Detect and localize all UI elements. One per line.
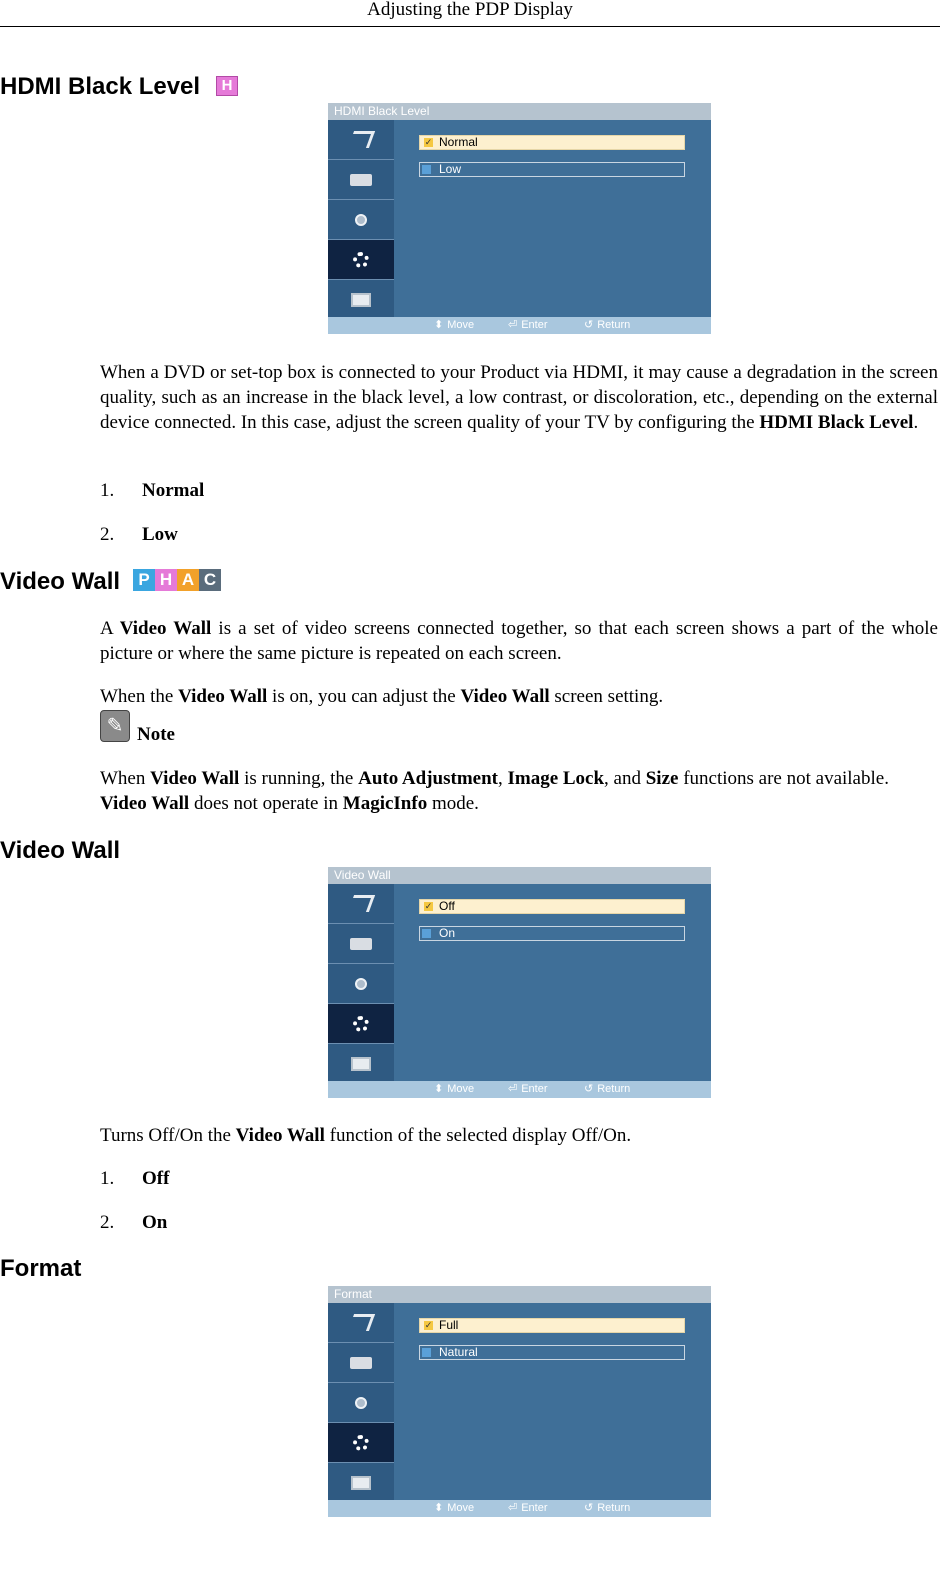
picture-icon[interactable] <box>328 924 394 964</box>
list-label: Normal <box>142 480 205 501</box>
osd-option-label: Natural <box>439 1345 478 1359</box>
sound-icon[interactable] <box>328 1383 394 1423</box>
osd-option-on[interactable] <box>419 926 685 941</box>
marker-icon <box>422 929 431 938</box>
hdmi-description <box>100 360 938 435</box>
video-wall-definition <box>100 616 938 666</box>
satellite-icon[interactable] <box>328 884 394 924</box>
desc-text: When a DVD or set-top box is connected to your Product via HDMI, it may cause a degradation in the screen quality, such as an increase in the black level, a low contrast, or discoloration, etc., depending on the external device connected. In this case, adjust the screen quality of your TV by configuring the <box>100 362 938 433</box>
desc-end: . <box>913 412 919 433</box>
list-item <box>100 1166 169 1191</box>
osd-option-full[interactable] <box>419 1318 685 1333</box>
return-icon: ↺ <box>584 1502 594 1514</box>
list-item <box>100 478 204 503</box>
list-number: 1. <box>100 1168 115 1189</box>
text: function of the selected display Off/On. <box>324 1125 632 1146</box>
footer-move-label: Move <box>447 1502 475 1514</box>
osd-footer <box>328 317 711 334</box>
setup-gear-icon[interactable] <box>328 240 394 280</box>
list-number: 2. <box>100 524 115 545</box>
satellite-icon[interactable] <box>328 1303 394 1343</box>
footer-return <box>584 1081 630 1098</box>
footer-enter <box>508 1500 548 1517</box>
text: functions are not available. <box>678 768 889 789</box>
list-number: 1. <box>100 480 115 501</box>
section-title-format: Format <box>0 1255 82 1282</box>
video-wall-description <box>100 1123 938 1148</box>
up-down-arrow-icon: ⬍ <box>434 1083 444 1095</box>
footer-move <box>434 1081 474 1098</box>
osd-title: Format <box>328 1286 711 1303</box>
up-down-arrow-icon: ⬍ <box>434 1502 444 1514</box>
bold-text: Auto Adjustment <box>358 768 498 789</box>
osd-option-label: On <box>439 926 456 940</box>
osd-option-off[interactable] <box>419 899 685 914</box>
footer-move <box>434 317 474 334</box>
screen-icon[interactable] <box>328 1044 394 1084</box>
osd-sidebar <box>328 120 394 317</box>
footer-return <box>584 317 630 334</box>
satellite-icon[interactable] <box>328 120 394 160</box>
text: mode. <box>427 793 479 814</box>
text: does not operate in <box>189 793 343 814</box>
osd-option-label: Low <box>439 162 462 176</box>
text: screen setting. <box>549 686 664 707</box>
footer-enter-label: Enter <box>521 319 548 331</box>
bold-text: Video Wall <box>460 686 550 707</box>
bold-text: Size <box>645 768 679 789</box>
check-icon: ✓ <box>424 901 433 911</box>
hdmi-badge-icon: H <box>216 76 238 96</box>
osd-option-natural[interactable] <box>419 1345 685 1360</box>
osd-footer <box>328 1500 711 1517</box>
text: is a set of video screens connected together, so that each screen shows a part of the whole picture or where the same picture is repeated on each screen. <box>100 618 938 664</box>
bold-text: Video Wall <box>178 686 268 707</box>
footer-move-label: Move <box>447 319 475 331</box>
note-pencil-icon: ✎ <box>100 710 130 742</box>
badge-h-icon: H <box>155 569 177 591</box>
osd-option-label: Full <box>439 1318 459 1332</box>
text: When <box>100 768 151 789</box>
picture-icon[interactable] <box>328 1343 394 1383</box>
return-icon: ↺ <box>584 319 594 331</box>
footer-return-label: Return <box>597 1083 631 1095</box>
availability-badges <box>133 569 221 591</box>
return-icon: ↺ <box>584 1083 594 1095</box>
list-item <box>100 522 178 547</box>
footer-return <box>584 1500 630 1517</box>
osd-footer <box>328 1081 711 1098</box>
note-text <box>100 766 938 816</box>
picture-icon[interactable] <box>328 160 394 200</box>
osd-title: HDMI Black Level <box>328 103 711 120</box>
list-label: Low <box>142 524 178 545</box>
footer-enter-label: Enter <box>521 1083 548 1095</box>
badge-p-icon: P <box>133 569 155 591</box>
screen-icon[interactable] <box>328 280 394 320</box>
footer-enter-label: Enter <box>521 1502 548 1514</box>
osd-video-wall <box>328 867 711 1098</box>
bold-text: Video Wall <box>119 618 212 639</box>
list-label: Off <box>142 1168 170 1189</box>
text: is running, the <box>239 768 359 789</box>
enter-icon: ⏎ <box>508 1083 518 1095</box>
footer-move <box>434 1500 474 1517</box>
bold-text: Image Lock <box>507 768 605 789</box>
marker-icon <box>422 1348 431 1357</box>
bold-text: Video Wall <box>150 768 240 789</box>
list-number: 2. <box>100 1212 115 1233</box>
enter-icon: ⏎ <box>508 1502 518 1514</box>
desc-bold: HDMI Black Level <box>759 412 914 433</box>
footer-return-label: Return <box>597 1502 631 1514</box>
marker-icon <box>422 165 431 174</box>
video-wall-setting-text <box>100 684 938 709</box>
bold-text: Video Wall <box>100 793 190 814</box>
page-header <box>0 0 940 27</box>
text: Turns Off/On the <box>100 1125 236 1146</box>
bold-text: Video Wall <box>235 1125 325 1146</box>
text: , and <box>604 768 646 789</box>
list-item <box>100 1210 167 1235</box>
bold-text: MagicInfo <box>342 793 428 814</box>
check-icon: ✓ <box>424 1320 433 1330</box>
header-title: Adjusting the PDP Display <box>367 0 573 20</box>
section-title-video-wall: Video Wall <box>0 568 121 595</box>
osd-title: Video Wall <box>328 867 711 884</box>
footer-return-label: Return <box>597 319 631 331</box>
check-icon: ✓ <box>424 137 433 147</box>
text: , <box>497 768 508 789</box>
text: A <box>100 618 120 639</box>
osd-option-low[interactable] <box>419 162 685 177</box>
section-title-video-wall-setting: Video Wall <box>0 837 121 864</box>
text: When the <box>100 686 179 707</box>
osd-sidebar <box>328 1303 394 1500</box>
setup-gear-icon[interactable] <box>328 1004 394 1044</box>
text: is on, you can adjust the <box>267 686 461 707</box>
note-label: Note <box>137 724 175 745</box>
screen-icon[interactable] <box>328 1463 394 1503</box>
badge-a-icon: A <box>177 569 199 591</box>
sound-icon[interactable] <box>328 200 394 240</box>
up-down-arrow-icon: ⬍ <box>434 319 444 331</box>
footer-move-label: Move <box>447 1083 475 1095</box>
osd-sidebar <box>328 884 394 1081</box>
footer-enter <box>508 317 548 334</box>
enter-icon: ⏎ <box>508 319 518 331</box>
osd-format <box>328 1286 711 1517</box>
footer-enter <box>508 1081 548 1098</box>
list-label: On <box>142 1212 168 1233</box>
section-title-hdmi-black-level: HDMI Black Level <box>0 73 201 100</box>
osd-option-label: Off <box>439 899 455 913</box>
sound-icon[interactable] <box>328 964 394 1004</box>
osd-option-label: Normal <box>439 135 478 149</box>
badge-c-icon: C <box>199 569 221 591</box>
setup-gear-icon[interactable] <box>328 1423 394 1463</box>
osd-hdmi-black-level <box>328 103 711 334</box>
osd-option-normal[interactable] <box>419 135 685 150</box>
